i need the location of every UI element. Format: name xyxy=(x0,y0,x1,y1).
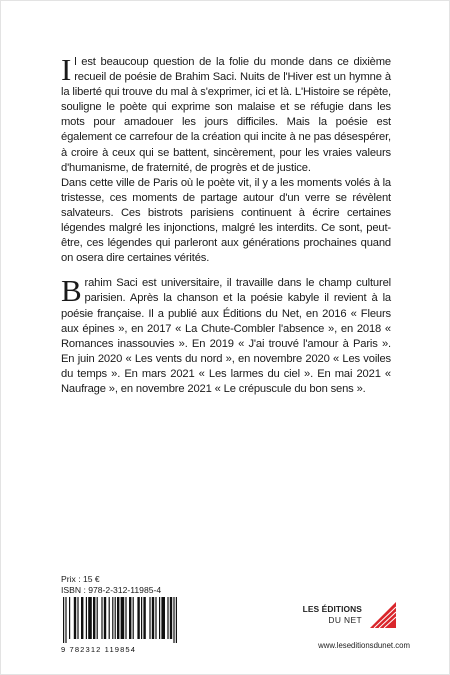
price-label: Prix : 15 € xyxy=(61,574,100,584)
barcode-bar xyxy=(63,597,64,643)
barcode-bar xyxy=(121,597,125,639)
barcode-bar xyxy=(104,597,106,639)
barcode-bar xyxy=(176,597,177,643)
barcode-bar xyxy=(86,597,87,639)
barcode-bar xyxy=(97,597,98,639)
description-paragraph-2: Dans cette ville de Paris où le poète vit, il y a les moments volés à la tristesse, ces moments de partage autour d'un verre se révèlent salvateurs. Ces bistrots parisiens continuent à écrire certaines légendes malgré les injonctions, malgré les interdits. Ce sont, peut-être, ces légendes qui parleront aux générations prochaines quand on osera dire certaines vérités. xyxy=(61,176,391,265)
dropcap-i: I xyxy=(61,52,72,87)
barcode-bar xyxy=(155,597,156,639)
barcode-bar xyxy=(65,597,66,643)
barcode-bar xyxy=(143,597,145,639)
barcode-bar xyxy=(109,597,110,639)
barcode-bar xyxy=(137,597,139,639)
paragraph-1-text: l est beaucoup question de la folie du monde dans ce dixième recueil de poésie de Brahim Saci. Nuits de l'Hiver est un hymne à la liberté qui trouve du mal à s'exprimer, ici et là. L'Histoire se répète, souligne le poète qui exprime son malaise et se réfugie dans les mots pour amadouer les jours difficiles. Mais la poésie est également ce carrefour de la création qui incite à ne pas désespérer, à croire à ceux qui se battent, sincèrement, pour les vraies valeurs d'humanisme, de fraternité, de progrès et de justice. xyxy=(61,56,391,174)
dropcap-b: B xyxy=(61,273,82,309)
barcode-bar xyxy=(115,597,116,639)
barcode-bar xyxy=(161,597,165,639)
author-bio xyxy=(61,273,391,397)
pricing-info xyxy=(61,574,161,596)
publisher-website: www.leseditionsdunet.com xyxy=(318,641,410,650)
publisher-logo xyxy=(300,600,400,632)
barcode-bar xyxy=(141,597,142,639)
barcode-bar xyxy=(170,597,172,639)
description-text xyxy=(61,52,391,397)
barcode-bar xyxy=(167,597,168,639)
barcode-bar xyxy=(101,597,102,639)
barcode-bar xyxy=(93,597,95,639)
barcode-bar xyxy=(129,597,131,639)
isbn-label: ISBN : 978-2-312-11985-4 xyxy=(61,585,162,595)
barcode-bars xyxy=(61,597,181,643)
barcode-bar xyxy=(81,597,83,639)
barcode-bar xyxy=(173,597,174,643)
barcode-bar xyxy=(149,597,150,639)
barcode-bar xyxy=(152,597,154,639)
barcode xyxy=(61,597,181,654)
author-bio-text: rahim Saci est universitaire, il travaille dans le champ culturel parisien. Après la chanson et la poésie kabyle il revient à la poésie française. Il a publié aux Éditions du Net, en 2016 « Fleurs aux épines », en 2017 « La Chute-Combler l'absence », en 2018 « Romances inassouvies ». En 2019 « J'ai trouvé l'amour à Paris ». En juin 2020 « Les vents du nord », en novembre 2020 « Les voiles du temps ». En mars 2021 « Les larmes du ciel ». En mai 2021 « Naufrage », en novembre 2021 « Le crépuscule du bon sens ». xyxy=(61,277,391,395)
barcode-bar xyxy=(125,597,126,639)
barcode-digits: 9 782312 119854 xyxy=(61,645,137,654)
barcode-bar xyxy=(74,597,76,639)
publisher-logo-icon xyxy=(366,600,400,630)
barcode-bar xyxy=(69,597,70,639)
barcode-bar xyxy=(117,597,119,639)
barcode-bar xyxy=(88,597,92,639)
description-paragraph-1 xyxy=(61,52,391,176)
barcode-bar xyxy=(133,597,134,639)
barcode-bar xyxy=(77,597,78,639)
publisher-name-line2: DU NET xyxy=(328,615,362,625)
barcode-bar xyxy=(159,597,160,639)
barcode-bar xyxy=(112,597,113,639)
publisher-name-line1: LES ÉDITIONS xyxy=(302,604,362,614)
